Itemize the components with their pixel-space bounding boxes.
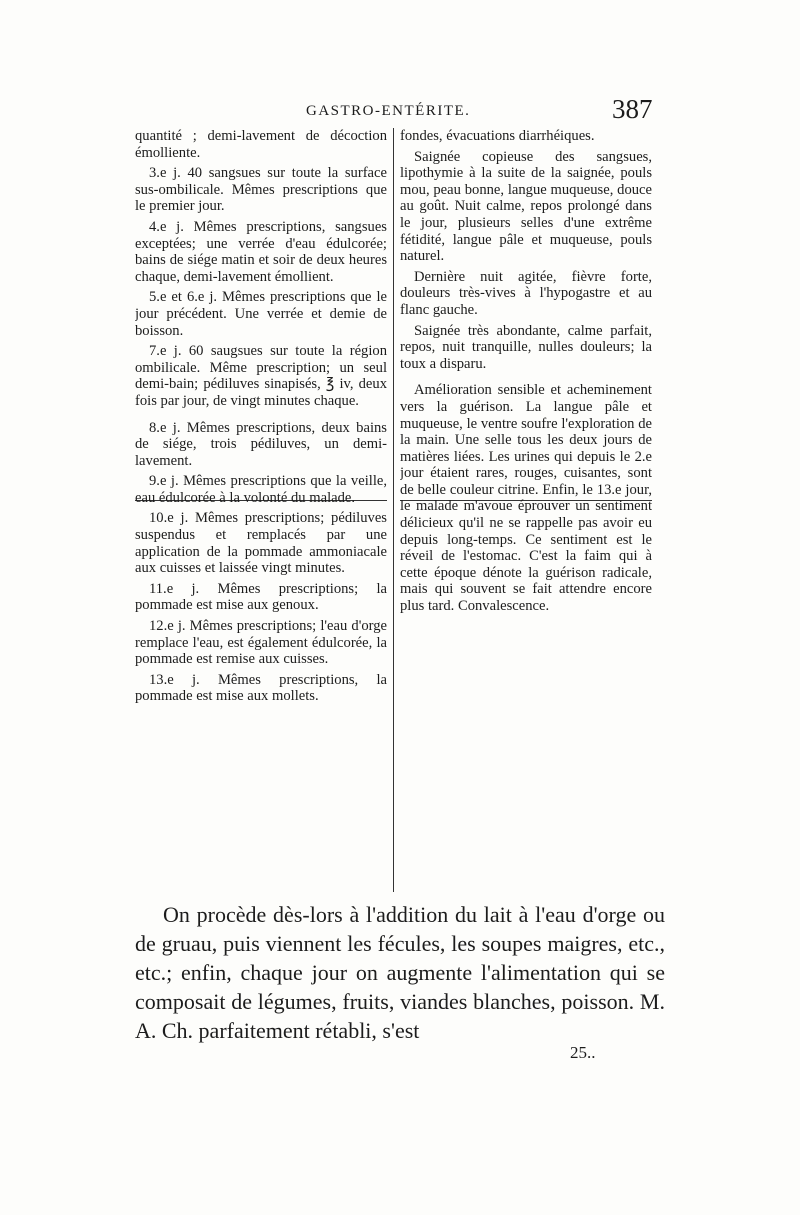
body-paragraph: On procède dès-lors à l'addition du lait à l'eau d'orge ou de gruau, puis viennent les fécules, les soupes maigres, etc., etc.; enfin, chaque jour on augmente l'alimentation qui se composait de légumes, fruits, viandes blanches, poisson. M. A. Ch. parfaitement rétabli, s'est [135,902,665,1043]
running-title: GASTRO-ENTÉRITE. [306,103,471,119]
observation-entry: Saignée très abondante, calme parfait, repos, nuit tranquille, nulles douleurs; la toux a disparu. [400,322,652,372]
column-divider [393,128,394,892]
treatment-entry: 10.e j. Mêmes prescriptions; pédiluves suspendus et remplacés par une application de la pommade ammoniacale aux cuisses et laissée vingt minutes. [135,510,387,577]
observation-entry: Dernière nuit agitée, fièvre forte, douleurs très-vives à l'hypogastre et au flanc gauche. [400,268,652,318]
treatment-entry: 11.e j. Mêmes prescriptions; la pommade est mise aux genoux. [135,580,387,614]
treatment-entry: 7.e j. 60 saugsues sur toute la région ombilicale. Même prescription; un seul demi-bain; pédiluves sinapisés, ℥ iv, deux fois par jour, de vingt minutes chaque. [135,343,387,409]
observation-entry: Amélioration sensible et acheminement vers la guérison. La langue pâle et muqueuse, le ventre soufre l'exploration de la main. Une selle tous les deux jours de matières liées. Les urines qui depuis le 2.e jour étaient rares, rouges, cuisantes, sont de belle couleur citrine. Enfin, le 13.e jour, le malade m'avoue éprouver un sentiment délicieux qu'il ne se rappelle pas avoir eu depuis long-temps. Ce sentiment est le réveil de l'estomac. C'est la faim qui à cette époque dénote la guérison radicale, mais qui souvent se fait attendre encore plus tard. Convalescence. [400,382,652,615]
treatment-entry: 8.e j. Mêmes prescriptions, deux bains de siége, trois pédiluves, un demi-lavement. [135,419,387,469]
treatment-entry: quantité ; demi-lavement de décoction émolliente. [135,128,387,161]
treatment-entry: 5.e et 6.e j. Mêmes prescriptions que le jour précédent. Une verrée et demie de boisson. [135,289,387,339]
treatment-entry: 12.e j. Mêmes prescriptions; l'eau d'orge remplace l'eau, est également édulcorée, la pommade est remise aux cuisses. [135,618,387,668]
treatment-entry: 4.e j. Mêmes prescriptions, sangsues exceptées; une verrée d'eau édulcorée; bains de siége matin et soir de deux heures chaque, demi-lavement émollient. [135,218,387,285]
page-number: 387 [612,94,653,124]
observation-entry: fondes, évacuations diarrhéiques. [400,128,595,144]
observation-entry: Saignée copieuse des sangsues, lipothymie à la suite de la saignée, pouls mou, peau bonne, langue muqueuse, douce au goût. Nuit calme, repos prolongé dans le jour, plusieurs selles d'une extrême fétidité, langue pâle et muqueuse, pouls naturel. [400,148,652,265]
treatment-column [135,128,387,892]
treatment-entry: 13.e j. Mêmes prescriptions, la pommade est mise aux mollets. [135,671,387,705]
treatment-entry: 9.e j. Mêmes prescriptions que la veille, eau édulcorée à la volonté du malade. [135,473,387,506]
signature-mark: 25.. [570,1043,596,1062]
treatment-entry: 3.e j. 40 sangsues sur toute la surface sus-ombilicale. Mêmes prescriptions que le premier jour. [135,165,387,215]
observation-column [400,128,652,892]
